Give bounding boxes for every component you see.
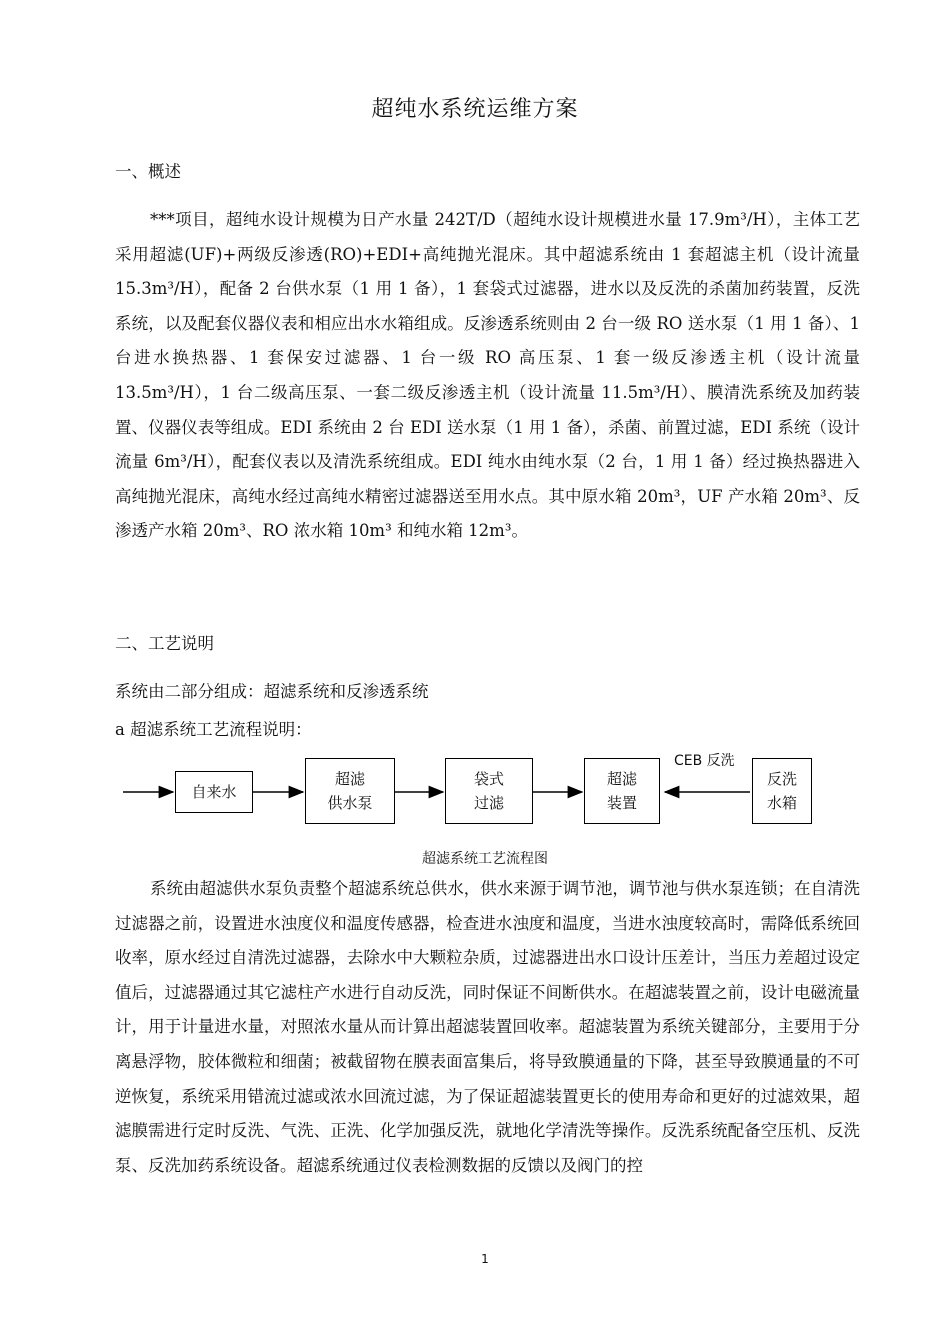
box-backwash-tank: 反洗 水箱 bbox=[752, 758, 812, 824]
box-bag-filter: 袋式 过滤 bbox=[445, 758, 533, 824]
uf-flow-subheading: a 超滤系统工艺流程说明： bbox=[115, 720, 312, 739]
diagram-caption: 超滤系统工艺流程图 bbox=[422, 851, 548, 867]
process-intro: 系统由二部分组成：超滤系统和反渗透系统 bbox=[115, 682, 429, 701]
section-heading-process: 二、工艺说明 bbox=[115, 634, 214, 653]
box-tap-water: 自来水 bbox=[175, 771, 253, 813]
document-title: 超纯水系统运维方案 bbox=[371, 97, 579, 122]
overview-paragraph: ***项目，超纯水设计规模为日产水量 242T/D（超纯水设计规模进水量 17.9m³/H），主体工艺采用超滤(UF)+两级反渗透(RO)+EDI+高纯抛光混床。其中超滤系统由 1 套超滤主机（设计流量 15.3m³/H），配备 2 台供水泵（1 用 1 备），1 套袋式过滤器，进水以及反洗的杀菌加药装置，反洗系统，以及配套仪器仪表和相应出水水箱组成。反渗透系统则由 2 台一级 RO 送水泵（1 用 1 备）、1 台进水换热器、1 套保安过滤器、1 台一级 RO 高压泵、1 套一级反渗透主机（设计流量 13.5m³/H），1 台二级高压泵、一套二级反渗透主机（设计流量 11.5m³/H）、膜清洗系统及加药装置、仪器仪表等组成。EDI 系统由 2 台 EDI 送水泵（1 用 1 备），杀菌、前置过滤，EDI 系统（设计流量 6m³/H），配套仪表以及清洗系统组成。EDI 纯水由纯水泵（2 台，1 用 1 备）经过换热器进入高纯抛光混床，高纯水经过高纯水精密过滤器送至用水点。其中原水箱 20m³，UF 产水箱 20m³、反渗透产水箱 20m³、RO 浓水箱 10m³ 和纯水箱 12m³。 bbox=[115, 210, 860, 541]
uf-process-flow-diagram bbox=[118, 748, 818, 840]
box-uf-feed-pump: 超滤 供水泵 bbox=[305, 758, 395, 824]
uf-process-paragraph: 系统由超滤供水泵负责整个超滤系统总供水，供水来源于调节池，调节池与供水泵连锁；在自清洗过滤器之前，设置进水浊度仪和温度传感器，检查进水浊度和温度，当进水浊度较高时，需降低系统回收率，原水经过自清洗过滤器，去除水中大颗粒杂质，过滤器进出水口设计压差计，当压力差超过设定值后，过滤器通过其它滤柱产水进行自动反洗，同时保证不间断供水。在超滤装置之前，设计电磁流量计，用于计量进水量，对照浓水量从而计算出超滤装置回收率。超滤装置为系统关键部分，主要用于分离悬浮物，胶体微粒和细菌；被截留物在膜表面富集后，将导致膜通量的下降，甚至导致膜通量的不可逆恢复，系统采用错流过滤或浓水回流过滤，为了保证超滤装置更长的使用寿命和更好的过滤效果，超滤膜需进行定时反洗、气洗、正洗、化学加强反洗，就地化学清洗等操作。反洗系统配备空压机、反洗泵、反洗加药系统设备。超滤系统通过仪表检测数据的反馈以及阀门的控 bbox=[115, 879, 860, 1175]
box-uf-unit: 超滤 装置 bbox=[584, 758, 660, 824]
section-heading-overview: 一、概述 bbox=[115, 162, 181, 181]
ceb-backwash-label: CEB 反洗 bbox=[674, 753, 735, 769]
page-number: 1 bbox=[481, 1252, 489, 1266]
